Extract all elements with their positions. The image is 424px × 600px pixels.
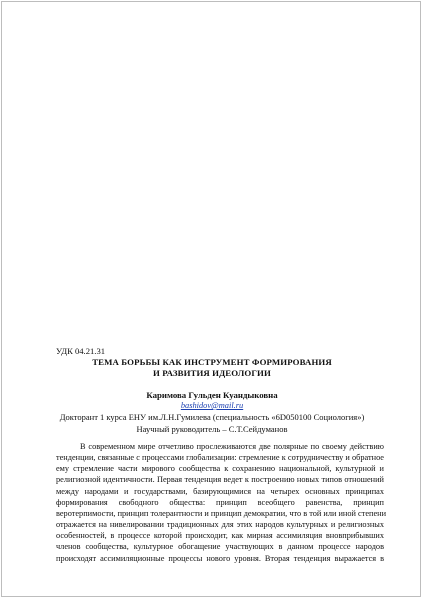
scientific-advisor: Научный руководитель – С.Т.Сейдуманов: [136, 424, 288, 434]
body-line: религиозной идентичности. Первая тенденция ведет к построению новых типов отношений: [56, 475, 384, 485]
body-line: между народами и государствами, базирующимися на четырех основных принципах: [56, 486, 384, 496]
author-email-link[interactable]: bashidov@mail.ru: [180, 401, 244, 410]
body-paragraph: [56, 441, 387, 564]
body-line: формирования свободного общества: принцип всеобщего равенства, принцип: [56, 497, 384, 507]
udk-code: УДК 04.21.31: [56, 346, 106, 356]
body-line: происходят ассимиляционные процессы нового уровня. Вторая тенденция выражается в: [56, 553, 384, 563]
body-line: тенденции, связанные с процессами глобализации: стремление к сотрудничеству и обратное: [56, 453, 384, 463]
body-line: членов сообщества, культурное обогащение участвующих в данном процессе народов: [56, 542, 384, 552]
author-name: Каримова Гульден Куандыковна: [146, 390, 278, 400]
article-title-line-1: ТЕМА БОРЬБЫ КАК ИНСТРУМЕНТ ФОРМИРОВАНИЯ: [92, 357, 332, 367]
body-line: веротерпимости, принцип толерантности и принцип демократии, что в той или иной степени: [56, 508, 387, 518]
body-line: ему стремление части мирового сообщества к сохранению национальной, культурной и: [56, 464, 384, 474]
author-affiliation: Докторант 1 курса ЕНУ им.Л.Н.Гумилева (специальность «6D050100 Социология»): [59, 412, 365, 422]
body-line: особенностей, в процессе которой происходит, как мирная ассимиляция вновприбывших: [56, 531, 384, 541]
body-line: В современном мире отчетливо прослеживаются две полярные по своему действию: [80, 442, 384, 451]
article-title-line-2: И РАЗВИТИЯ ИДЕОЛОГИИ: [153, 368, 271, 378]
body-line: отражается на нивелировании традиционных для этих народов культурных и религиозных: [56, 520, 384, 530]
